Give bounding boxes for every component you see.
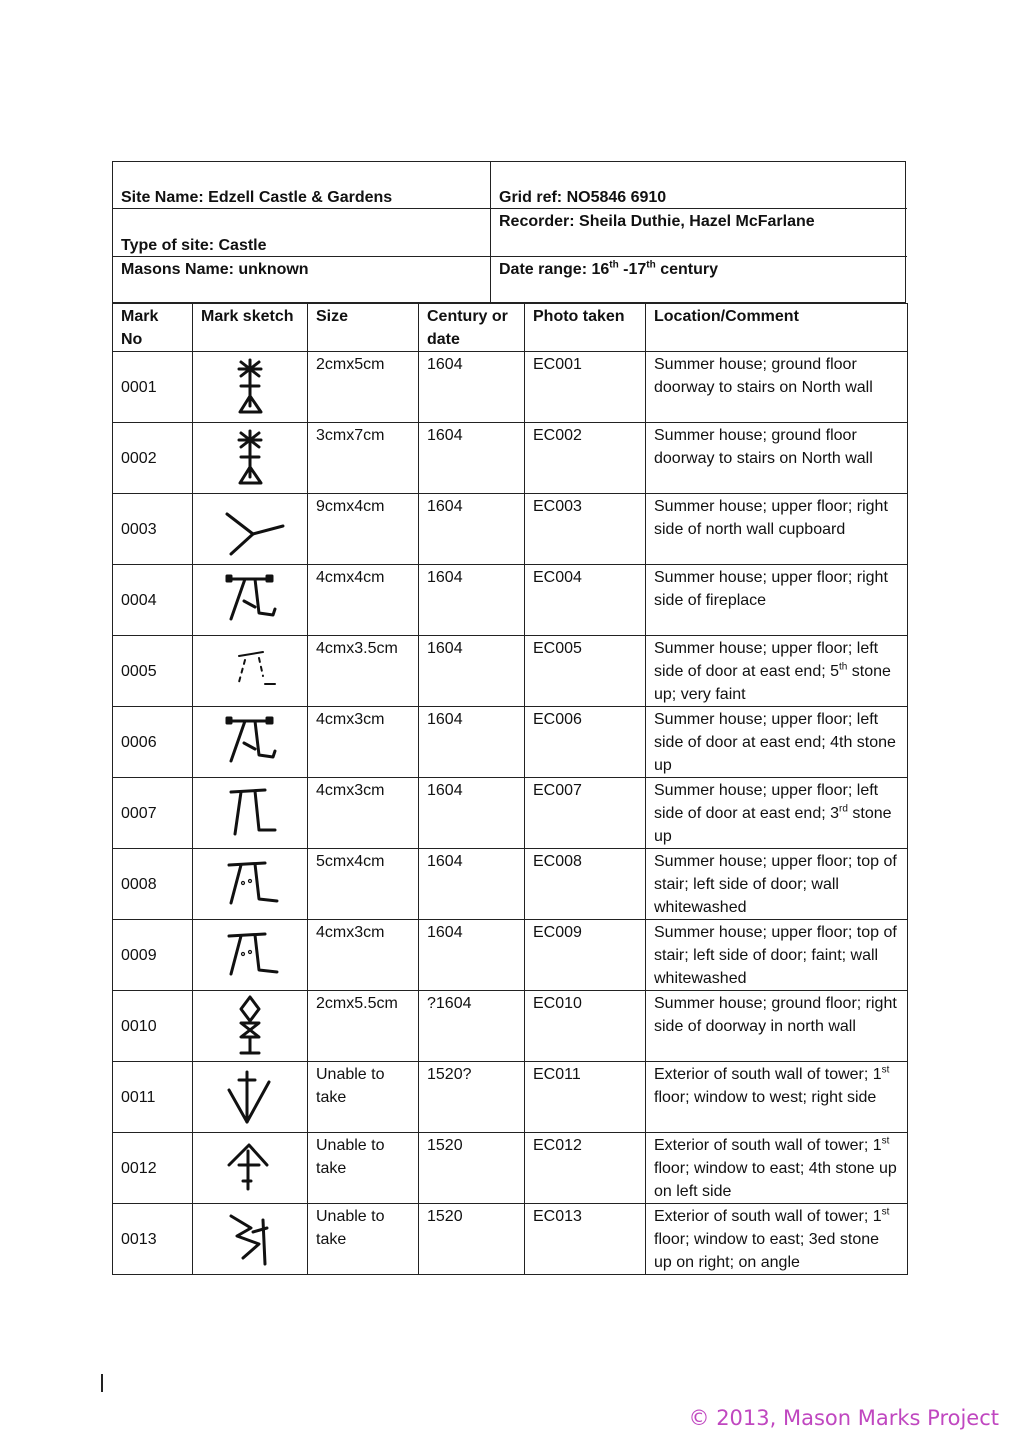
photo-cell: EC013 [525, 1204, 646, 1275]
mark-no-cell: 0002 [113, 423, 193, 494]
mark-no-cell: 0001 [113, 352, 193, 423]
table-row [113, 1204, 908, 1275]
century-cell: 1604 [419, 849, 525, 920]
century-cell: ?1604 [419, 991, 525, 1062]
photo-cell: EC011 [525, 1062, 646, 1133]
mason-mark-zigzag-bracket-icon [215, 1206, 285, 1272]
table-row [113, 636, 908, 707]
size-cell: 2cmx5cm [308, 352, 419, 423]
mark-no-cell: 0009 [113, 920, 193, 991]
century-cell: 1604 [419, 565, 525, 636]
mason-mark-arrow-cross-icon [215, 1135, 285, 1201]
photo-cell: EC007 [525, 778, 646, 849]
grid-ref: Grid ref: NO5846 6910 [499, 189, 667, 206]
mark-no-cell: 0010 [113, 991, 193, 1062]
mark-sketch-cell [193, 636, 308, 707]
mason-mark-pi-hook-icon [215, 567, 285, 633]
mark-sketch-cell [193, 991, 308, 1062]
mason-mark-diamond-hourglass-icon [215, 993, 285, 1059]
location-cell: Exterior of south wall of tower; 1st floor; window to west; right side [646, 1062, 908, 1133]
scan-margin-mark [101, 1374, 103, 1392]
century-cell: 1604 [419, 636, 525, 707]
mark-sketch-cell [193, 778, 308, 849]
mark-sketch-cell [193, 920, 308, 991]
mark-no-cell: 0005 [113, 636, 193, 707]
location-cell: Summer house; upper floor; left side of door at east end; 4th stone up [646, 707, 908, 778]
table-row [113, 423, 908, 494]
mark-sketch-cell [193, 1133, 308, 1204]
recorder: Recorder: Sheila Duthie, Hazel McFarlane [499, 213, 815, 230]
table-row [113, 920, 908, 991]
size-cell: 4cmx3cm [308, 920, 419, 991]
photo-cell: EC001 [525, 352, 646, 423]
location-cell: Summer house; ground floor; right side of doorway in north wall [646, 991, 908, 1062]
type-of-site: Type of site: Castle [121, 237, 267, 254]
location-cell: Exterior of south wall of tower; 1st floor; window to east; 3ed stone up on right; on angle [646, 1204, 908, 1275]
size-cell: 4cmx3cm [308, 707, 419, 778]
century-cell: 1604 [419, 707, 525, 778]
mason-mark-pi-dots-icon [215, 851, 285, 917]
size-cell: 3cmx7cm [308, 423, 419, 494]
table-header-row [113, 304, 908, 352]
size-cell: 5cmx4cm [308, 849, 419, 920]
table-row [113, 707, 908, 778]
photo-cell: EC012 [525, 1133, 646, 1204]
century-cell: 1604 [419, 920, 525, 991]
century-cell: 1604 [419, 423, 525, 494]
location-cell: Summer house; upper floor; right side of north wall cupboard [646, 494, 908, 565]
mason-mark-star-cross-triangle-icon [215, 425, 285, 491]
photo-cell: EC004 [525, 565, 646, 636]
col-header-mark-no: Mark No [113, 304, 193, 352]
mason-mark-arrow-y-icon [215, 496, 285, 562]
century-cell: 1604 [419, 778, 525, 849]
mason-mark-faint-pi-icon [215, 638, 285, 704]
century-cell: 1604 [419, 494, 525, 565]
table-row [113, 778, 908, 849]
mason-mark-star-cross-triangle-icon [215, 354, 285, 420]
size-cell: Unable to take [308, 1204, 419, 1275]
mark-no-cell: 0006 [113, 707, 193, 778]
mark-no-cell: 0012 [113, 1133, 193, 1204]
mason-mark-pi-dots-icon [215, 922, 285, 988]
table-row [113, 1062, 908, 1133]
mark-no-cell: 0008 [113, 849, 193, 920]
col-header-size: Size [308, 304, 419, 352]
col-header-location: Location/Comment [646, 304, 908, 352]
location-cell: Summer house; ground floor doorway to stairs on North wall [646, 352, 908, 423]
location-cell: Summer house; upper floor; left side of door at east end; 3rd stone up [646, 778, 908, 849]
col-header-mark-sketch: Mark sketch [193, 304, 308, 352]
mark-no-cell: 0004 [113, 565, 193, 636]
mark-sketch-cell [193, 1062, 308, 1133]
site-header-box [112, 161, 906, 303]
size-cell: 2cmx5.5cm [308, 991, 419, 1062]
location-cell: Summer house; upper floor; right side of fireplace [646, 565, 908, 636]
photo-cell: EC003 [525, 494, 646, 565]
mark-no-cell: 0011 [113, 1062, 193, 1133]
mark-sketch-cell [193, 423, 308, 494]
location-cell: Summer house; upper floor; left side of door at east end; 5th stone up; very faint [646, 636, 908, 707]
size-cell: 4cmx3.5cm [308, 636, 419, 707]
photo-cell: EC002 [525, 423, 646, 494]
location-cell: Exterior of south wall of tower; 1st floor; window to east; 4th stone up on left side [646, 1133, 908, 1204]
size-cell: Unable to take [308, 1062, 419, 1133]
copyright-notice: © 2013, Mason Marks Project [688, 1406, 999, 1430]
mark-sketch-cell [193, 565, 308, 636]
table-row [113, 991, 908, 1062]
mark-sketch-cell [193, 849, 308, 920]
masons-name: Masons Name: unknown [121, 261, 309, 278]
century-cell: 1520 [419, 1133, 525, 1204]
size-cell: 4cmx3cm [308, 778, 419, 849]
mason-mark-pi-hook-icon [215, 709, 285, 775]
century-cell: 1520 [419, 1204, 525, 1275]
mason-marks-table [112, 303, 908, 1275]
location-cell: Summer house; upper floor; top of stair; left side of door; wall whitewashed [646, 849, 908, 920]
size-cell: 4cmx4cm [308, 565, 419, 636]
mason-mark-pi-icon [215, 780, 285, 846]
century-cell: 1520? [419, 1062, 525, 1133]
table-row [113, 494, 908, 565]
size-cell: Unable to take [308, 1133, 419, 1204]
col-header-century: Century or date [419, 304, 525, 352]
table-row [113, 849, 908, 920]
mark-sketch-cell [193, 494, 308, 565]
mason-mark-v-cross-icon [215, 1064, 285, 1130]
location-cell: Summer house; upper floor; top of stair; left side of door; faint; wall whitewashed [646, 920, 908, 991]
table-row [113, 352, 908, 423]
photo-cell: EC006 [525, 707, 646, 778]
photo-cell: EC009 [525, 920, 646, 991]
photo-cell: EC010 [525, 991, 646, 1062]
mark-no-cell: 0007 [113, 778, 193, 849]
size-cell: 9cmx4cm [308, 494, 419, 565]
mark-sketch-cell [193, 352, 308, 423]
photo-cell: EC005 [525, 636, 646, 707]
date-range: Date range: 16th -17th century [499, 259, 718, 278]
mark-no-cell: 0003 [113, 494, 193, 565]
table-row [113, 565, 908, 636]
site-name: Site Name: Edzell Castle & Gardens [121, 189, 393, 206]
mark-sketch-cell [193, 707, 308, 778]
photo-cell: EC008 [525, 849, 646, 920]
table-row [113, 1133, 908, 1204]
mark-sketch-cell [193, 1204, 308, 1275]
mark-no-cell: 0013 [113, 1204, 193, 1275]
century-cell: 1604 [419, 352, 525, 423]
location-cell: Summer house; ground floor doorway to stairs on North wall [646, 423, 908, 494]
col-header-photo: Photo taken [525, 304, 646, 352]
